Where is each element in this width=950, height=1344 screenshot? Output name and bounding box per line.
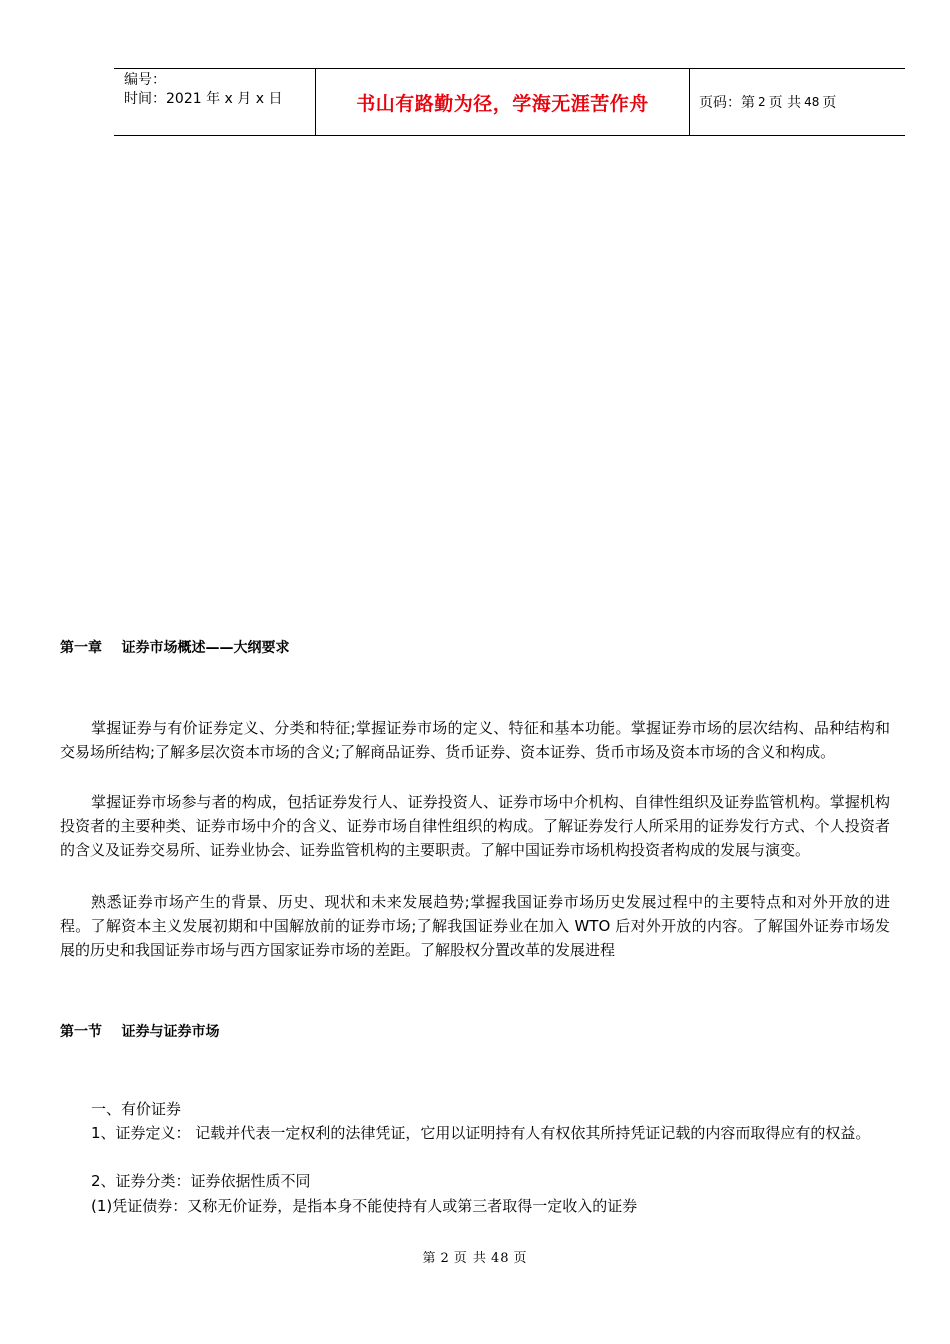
header-page-mid: 页 共: [768, 95, 802, 111]
paragraph-3: 熟悉证券市场产生的背景、历史、现状和未来发展趋势;掌握我国证券市场历史发展过程中的主要特点和对外开放的进程。了解资本主义发展初期和中国解放前的证券市场;了解我国证券业在加入 WTO 后对外开放的内容。了解国外证券市场发展的历史和我国证券市场与西方国家证券市场的差距。了解股权分置改革的发展进程: [60, 893, 890, 959]
paragraph-1: 掌握证券与有价证券定义、分类和特征;掌握证券市场的定义、特征和基本功能。掌握证券市场的层次结构、品种结构和交易场所结构;了解多层次资本市场的含义;了解商品证券、货币证券、资本证券、货币市场及资本市场的含义和构成。: [60, 719, 890, 761]
header-motto: 书山有路勤为径，学海无涯苦作舟: [356, 92, 649, 115]
document-header: [114, 68, 905, 136]
list-item-voucher-bonds: (1)凭证债券：又称无价证券，是指本身不能使持有人或第三者取得一定收入的证券: [91, 1197, 638, 1215]
paragraph-2: 掌握证券市场参与者的构成，包括证券发行人、证券投资人、证券市场中介机构、自律性组织及证券监管机构。掌握机构投资者的主要种类、证券市场中介的含义、证券市场自律性组织的构成。了解证券发行人所采用的证券发行方式、个人投资者的含义及证券交易所、证券业协会、证券监管机构的主要职责。了解中国证券市场机构投资者构成的发展与演变。: [60, 793, 890, 859]
footer-mid: 页 共: [453, 1251, 487, 1266]
page-footer: [0, 1247, 950, 1266]
list-item-classification: 2、证券分类：证券依据性质不同: [91, 1172, 311, 1190]
document-time-label: 时间：2021 年 x 月 x 日: [124, 91, 283, 107]
list-item-definition: 1、证券定义： 记载并代表一定权利的法律凭证，它用以证明持有人有权依其所持凭证记载的内容而取得应有的权益。: [91, 1124, 871, 1142]
chapter-title: 第一章 证券市场概述——大纲要求: [60, 640, 290, 656]
section-title: 第一节 证券与证券市场: [60, 1024, 220, 1040]
header-page-cell: [690, 69, 905, 135]
header-motto-cell: [316, 69, 690, 135]
header-page-prefix: 页码：第: [699, 95, 755, 111]
header-page-current: 2: [758, 95, 766, 109]
footer-page-current: 2: [440, 1251, 450, 1266]
list-heading-securities: 一、有价证券: [91, 1100, 182, 1118]
header-page-total: 48: [804, 95, 820, 109]
header-page-suffix: 页: [822, 95, 837, 111]
footer-page-total: 48: [490, 1251, 510, 1266]
footer-prefix: 第: [422, 1251, 437, 1266]
header-meta-cell: [114, 69, 316, 135]
footer-suffix: 页: [513, 1251, 528, 1266]
document-code-label: 编号：: [124, 72, 166, 88]
